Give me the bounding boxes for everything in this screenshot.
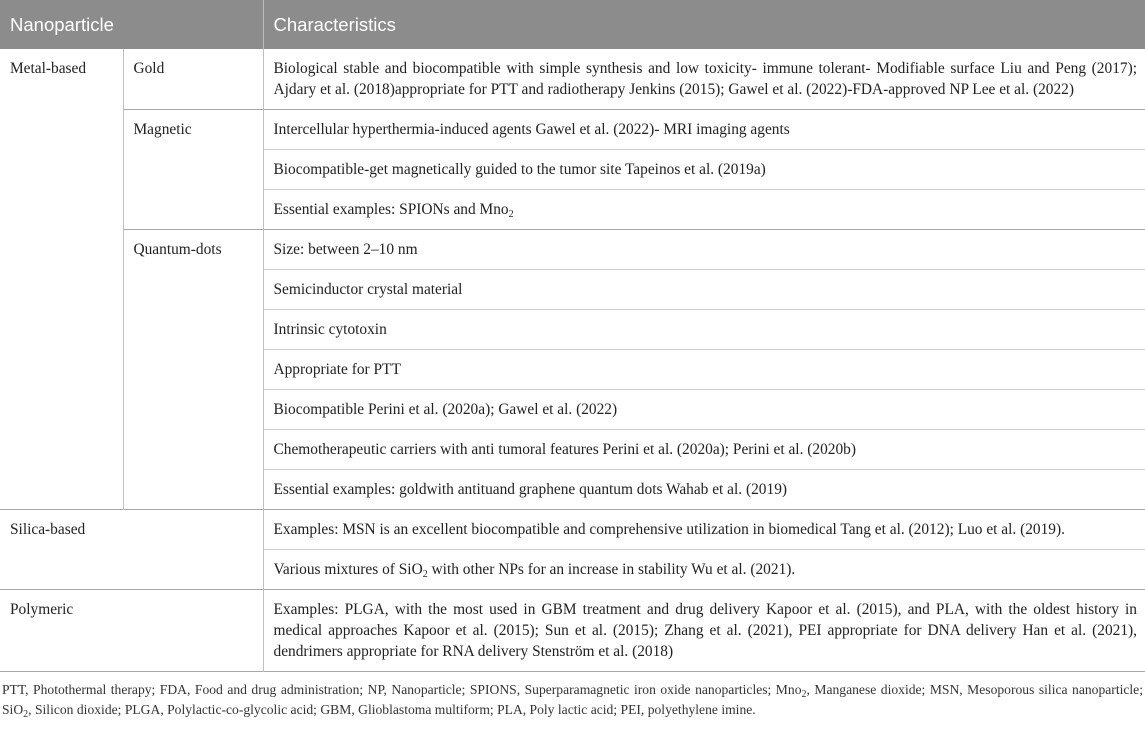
subscript: 2 (801, 689, 807, 700)
magnetic-row-2: Biocompatible-get magnetically guided to the tumor site Tapeinos et al. (2019a) (263, 150, 1145, 190)
footnote-text-a: PTT, Photothermal therapy; FDA, Food and drug administration; NP, Nanoparticle; SPIONS, Superparamagnetic iron oxide nanoparticles; Mno (2, 682, 802, 697)
silica-row-2 (263, 550, 1145, 590)
qdots-row-6: Chemotherapeutic carriers with anti tumoral features Perini et al. (2020a); Perini et al. (2020b) (263, 430, 1145, 470)
gold-characteristics: Biological stable and biocompatible with simple synthesis and low toxicity- immune tolerant- Modifiable surface Liu and Peng (2017); Ajdary et al. (2018)appropriate for PTT and radiotherapy Jenkins (2015); Gawel et al. (2022)-FDA-approved NP Lee et al. (2022) (263, 49, 1145, 110)
magnetic-row-1: Intercellular hyperthermia-induced agents Gawel et al. (2022)- MRI imaging agents (263, 110, 1145, 150)
subgroup-quantum-dots: Quantum-dots (123, 230, 263, 510)
footnote-text-b: , Manganese dioxide; MSN, Mesoporous silica nanoparticle; SiO (2, 682, 1143, 717)
subscript: 2 (23, 709, 29, 720)
magnetic-row-3-text: Essential examples: SPIONs and Mno (273, 201, 509, 218)
group-metal-based: Metal-based (10, 60, 87, 77)
magnetic-row-3 (263, 190, 1145, 230)
silica-row-1: Examples: MSN is an excellent biocompatible and comprehensive utilization in biomedical Tang et al. (2012); Luo et al. (2019). (263, 510, 1145, 550)
group-silica-based: Silica-based (0, 510, 263, 590)
table-footnote (0, 672, 1145, 720)
header-row (0, 0, 1145, 49)
table-row (0, 230, 1145, 270)
header-characteristics: Characteristics (263, 0, 1145, 49)
table-row (0, 110, 1145, 150)
qdots-row-7: Essential examples: goldwith antituand graphene quantum dots Wahab et al. (2019) (263, 470, 1145, 510)
header-nanoparticle: Nanoparticle (0, 0, 263, 49)
subscript: 2 (422, 569, 428, 580)
polymeric-row-1: Examples: PLGA, with the most used in GBM treatment and drug delivery Kapoor et al. (2015), and PLA, with the oldest history in medical approaches Kapoor et al. (2015); Sun et al. (2015); Zhang et al. (2021), PEI appropriate for DNA delivery Han et al. (2021), dendrimers appropriate for RNA delivery Stenström et al. (2018) (263, 590, 1145, 672)
silica-row-2-text-a: Various mixtures of SiO (273, 561, 423, 578)
qdots-row-3: Intrinsic cytotoxin (263, 310, 1145, 350)
qdots-row-5: Biocompatible Perini et al. (2020a); Gawel et al. (2022) (263, 390, 1145, 430)
table-row (0, 590, 1145, 672)
table-row (0, 510, 1145, 550)
footnote-text-c: , Silicon dioxide; PLGA, Polylactic-co-glycolic acid; GBM, Glioblastoma multiform; PLA, Poly lactic acid; PEI, polyethylene imine. (28, 702, 756, 717)
subgroup-gold: Gold (123, 49, 263, 110)
subgroup-magnetic: Magnetic (123, 110, 263, 230)
qdots-row-2: Semicinductor crystal material (263, 270, 1145, 310)
qdots-row-4: Appropriate for PTT (263, 350, 1145, 390)
group-polymeric: Polymeric (0, 590, 263, 672)
subscript: 2 (508, 209, 514, 220)
qdots-row-1: Size: between 2–10 nm (263, 230, 1145, 270)
table-row (0, 49, 1145, 110)
silica-row-2-text-b: with other NPs for an increase in stability Wu et al. (2021). (427, 561, 796, 578)
